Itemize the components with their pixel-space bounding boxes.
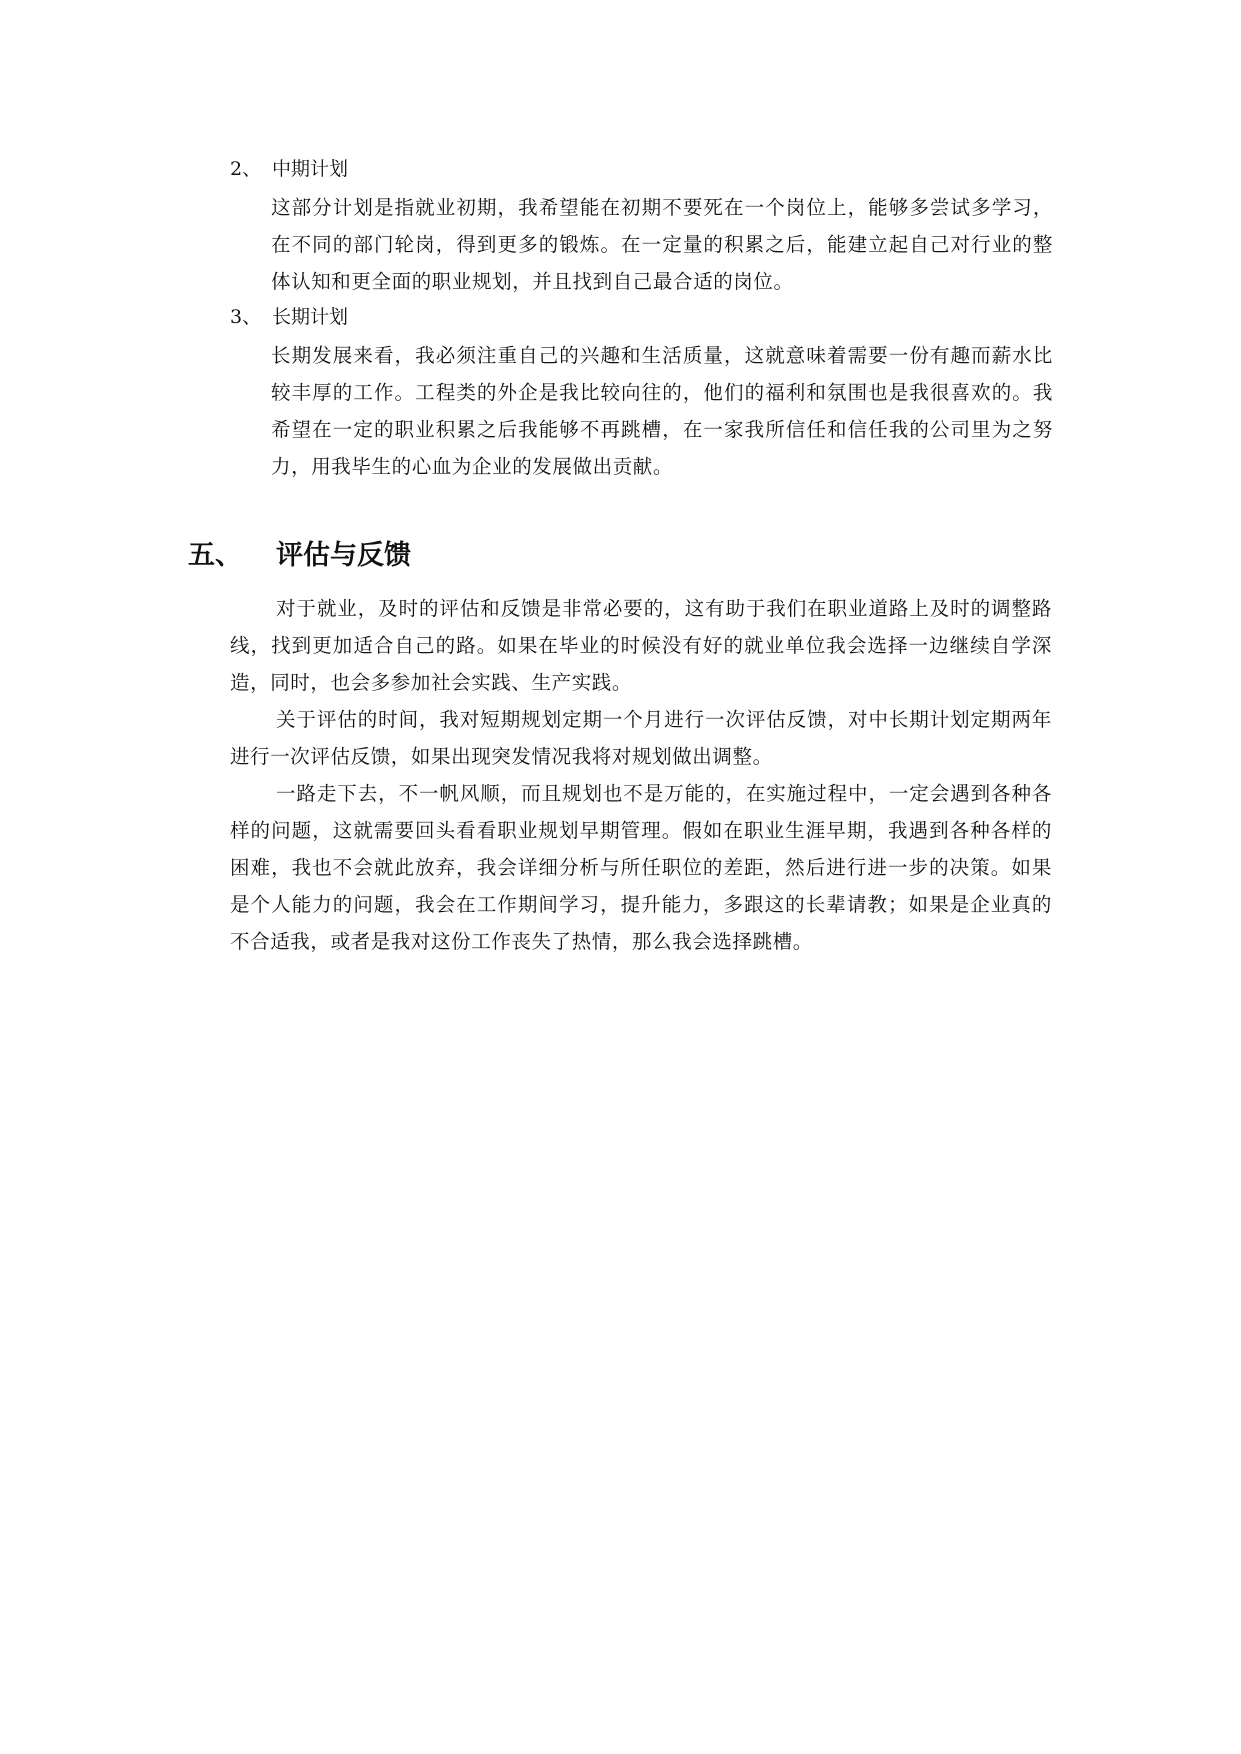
- section-paragraph-1: 对于就业，及时的评估和反馈是非常必要的，这有助于我们在职业道路上及时的调整路线，找到更加适合自己的路。如果在毕业的时候没有好的就业单位我会选择一边继续自学深造，同时，也会多参加社会实践、生产实践。: [230, 597, 1052, 694]
- plan-title: 长期计划: [272, 306, 349, 328]
- plan-title: 中期计划: [272, 158, 349, 180]
- section-title: 评估与反馈: [276, 540, 411, 571]
- section-heading: [188, 538, 411, 574]
- plan-number: 2、: [230, 158, 262, 180]
- plan-paragraph-mid-term: 这部分计划是指就业初期，我希望能在初期不要死在一个岗位上，能够多尝试多学习，在不同的部门轮岗，得到更多的锻炼。在一定量的积累之后，能建立起自己对行业的整体认知和更全面的职业规划，并且找到自己最合适的岗位。: [271, 196, 1053, 293]
- section-paragraph-2: 关于评估的时间，我对短期规划定期一个月进行一次评估反馈，对中长期计划定期两年进行一次评估反馈，如果出现突发情况我将对规划做出调整。: [230, 708, 1052, 768]
- section-paragraph-3: 一路走下去，不一帆风顺，而且规划也不是万能的，在实施过程中，一定会遇到各种各样的问题，这就需要回头看看职业规划早期管理。假如在职业生涯早期，我遇到各种各样的困难，我也不会就此放弃，我会详细分析与所任职位的差距，然后进行进一步的决策。如果是个人能力的问题，我会在工作期间学习，提升能力，多跟这的长辈请教；如果是企业真的不合适我，或者是我对这份工作丧失了热情，那么我会选择跳槽。: [230, 782, 1052, 953]
- section-number: 五、: [188, 540, 242, 571]
- plan-paragraph-long-term: 长期发展来看，我必须注重自己的兴趣和生活质量，这就意味着需要一份有趣而薪水比较丰厚的工作。工程类的外企是我比较向往的，他们的福利和氛围也是我很喜欢的。我希望在一定的职业积累之后我能够不再跳槽，在一家我所信任和信任我的公司里为之努力，用我毕生的心血为企业的发展做出贡献。: [271, 344, 1053, 478]
- plan-number: 3、: [230, 306, 262, 328]
- plan-heading-long-term: [230, 302, 348, 332]
- plan-heading-mid-term: [230, 154, 348, 184]
